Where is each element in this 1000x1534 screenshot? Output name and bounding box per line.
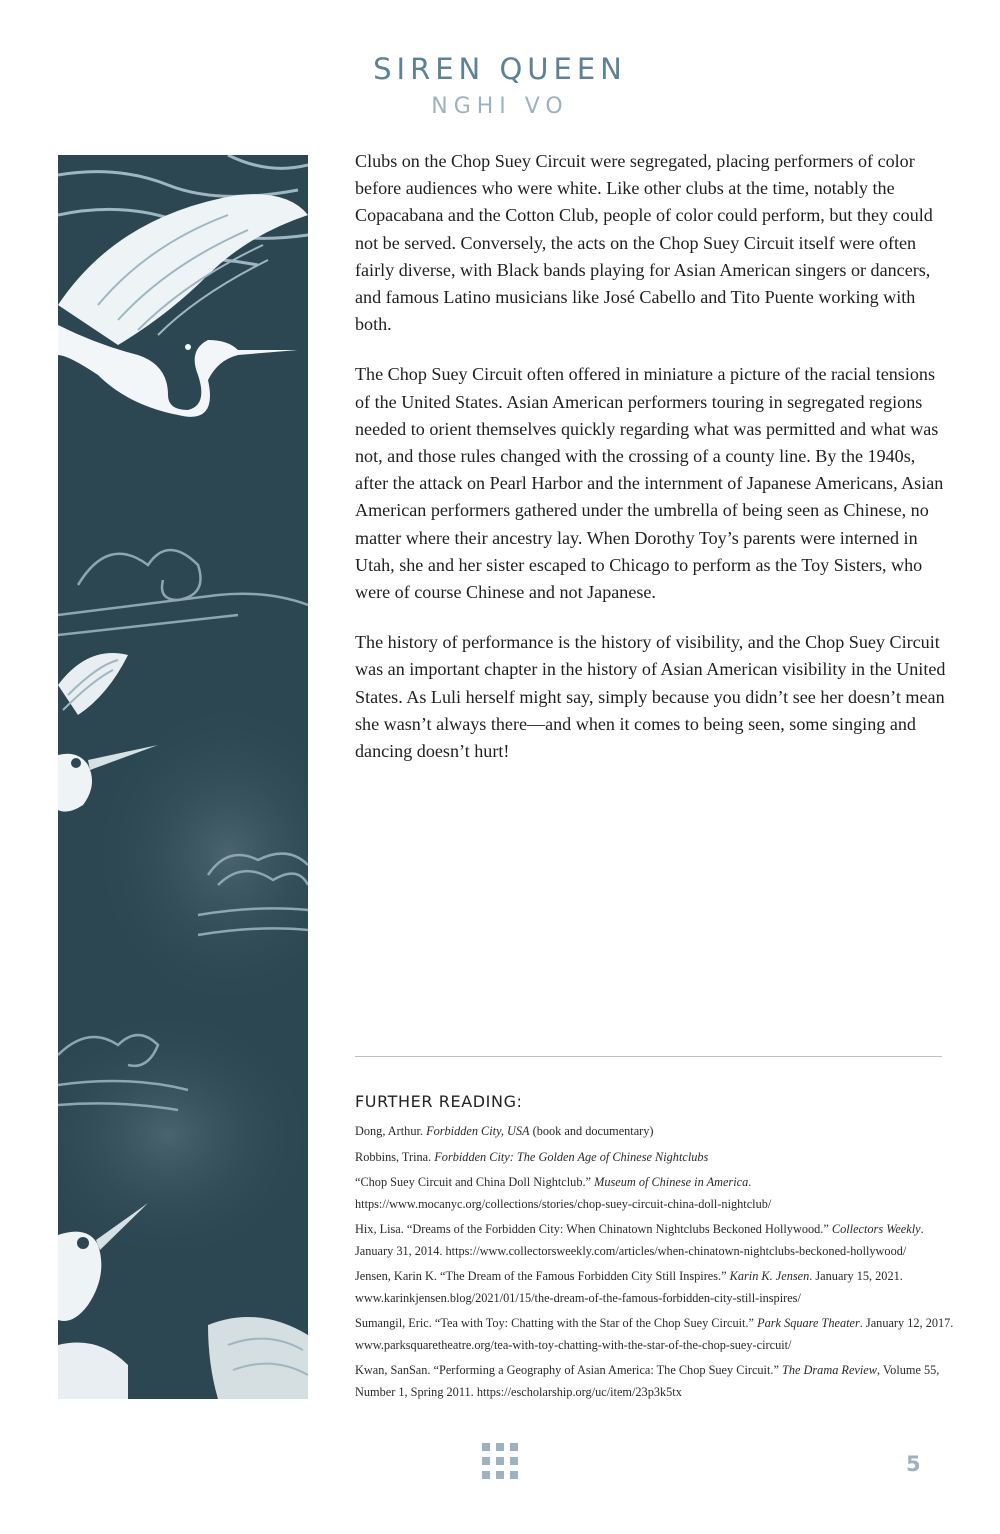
reference-item: Jensen, Karin K. “The Dream of the Famous Forbidden City Still Inspires.” Karin K. Jensen. January 15, 2021. www.karinkjensen.blog/2021/01/15/the-dream-of-the-famous-forbidden-city-still-inspires/ xyxy=(355,1269,903,1305)
reference-item: Hix, Lisa. “Dreams of the Forbidden City: When Chinatown Nightclubs Beckoned Hollywood.” Collectors Weekly. January 31, 2014. https://www.collectorsweekly.com/articles/when-chinatown-nightclubs-beckoned-hollywood/ xyxy=(355,1222,924,1258)
body-paragraph-1: Clubs on the Chop Suey Circuit were segregated, placing performers of color before audiences who were white. Like other clubs at the time, notably the Copacabana and the Cotton Club, people of color could perform, but they could not be served. Conversely, the acts on the Chop Suey Circuit itself were often fairly diverse, with Black bands playing for Asian American singers or dancers, and famous Latino musicians like José Cabello and Tito Puente working with both. xyxy=(355,151,933,335)
book-title: SIREN QUEEN xyxy=(373,52,627,86)
body-paragraph-2: The Chop Suey Circuit often offered in miniature a picture of the racial tensions of the United States. Asian American performers touring in segregated regions needed to orient themselves quickly regarding what was permitted and what was not, and those rules changed with the crossing of a county line. By the 1940s, after the attack on Pearl Harbor and the internment of Japanese Americans, Asian American performers gathered under the umbrella of being seen as Chinese, no matter where their ancestry lay. When Dorothy Toy’s parents were interned in Utah, she and her sister escaped to Chicago to perform as the Toy Sisters, who were of course Chinese and not Japanese. xyxy=(355,364,944,603)
reference-item: Dong, Arthur. Forbidden City, USA (book and documentary) xyxy=(355,1124,654,1138)
tor-dot-com-logo-icon xyxy=(480,1441,520,1481)
author-name: NGHI VO xyxy=(431,94,569,119)
reference-list xyxy=(355,1121,955,1407)
reference-item: “Chop Suey Circuit and China Doll Nightclub.” Museum of Chinese in America. https://www.mocanyc.org/collections/stories/chop-suey-circuit-china-doll-nightclub/ xyxy=(355,1175,772,1211)
crane-illustration xyxy=(58,155,308,1399)
body-paragraph-3: The history of performance is the history of visibility, and the Chop Suey Circuit was an important chapter in the history of Asian American visibility in the United States. As Luli herself might say, simply because you didn’t see her doesn’t mean she wasn’t always there—and when it comes to being seen, some singing and dancing doesn’t hurt! xyxy=(355,632,946,762)
decorative-crane-panel xyxy=(58,155,308,1399)
further-reading-heading: FURTHER READING: xyxy=(355,1092,523,1111)
reference-item: Kwan, SanSan. “Performing a Geography of Asian America: The Chop Suey Circuit.” The Drama Review, Volume 55, Number 1, Spring 2011. https://escholarship.org/uc/item/23p3k5tx xyxy=(355,1363,940,1399)
page-number: 5 xyxy=(906,1452,921,1476)
article-body xyxy=(355,148,947,788)
reference-item: Sumangil, Eric. “Tea with Toy: Chatting with the Star of the Chop Suey Circuit.” Park Square Theater. January 12, 2017. www.parksquaretheatre.org/tea-with-toy-chatting-with-the-star-of-the-chop-suey-circuit/ xyxy=(355,1316,954,1352)
section-divider xyxy=(355,1056,942,1057)
reference-item: Robbins, Trina. Forbidden City: The Golden Age of Chinese Nightclubs xyxy=(355,1149,709,1164)
